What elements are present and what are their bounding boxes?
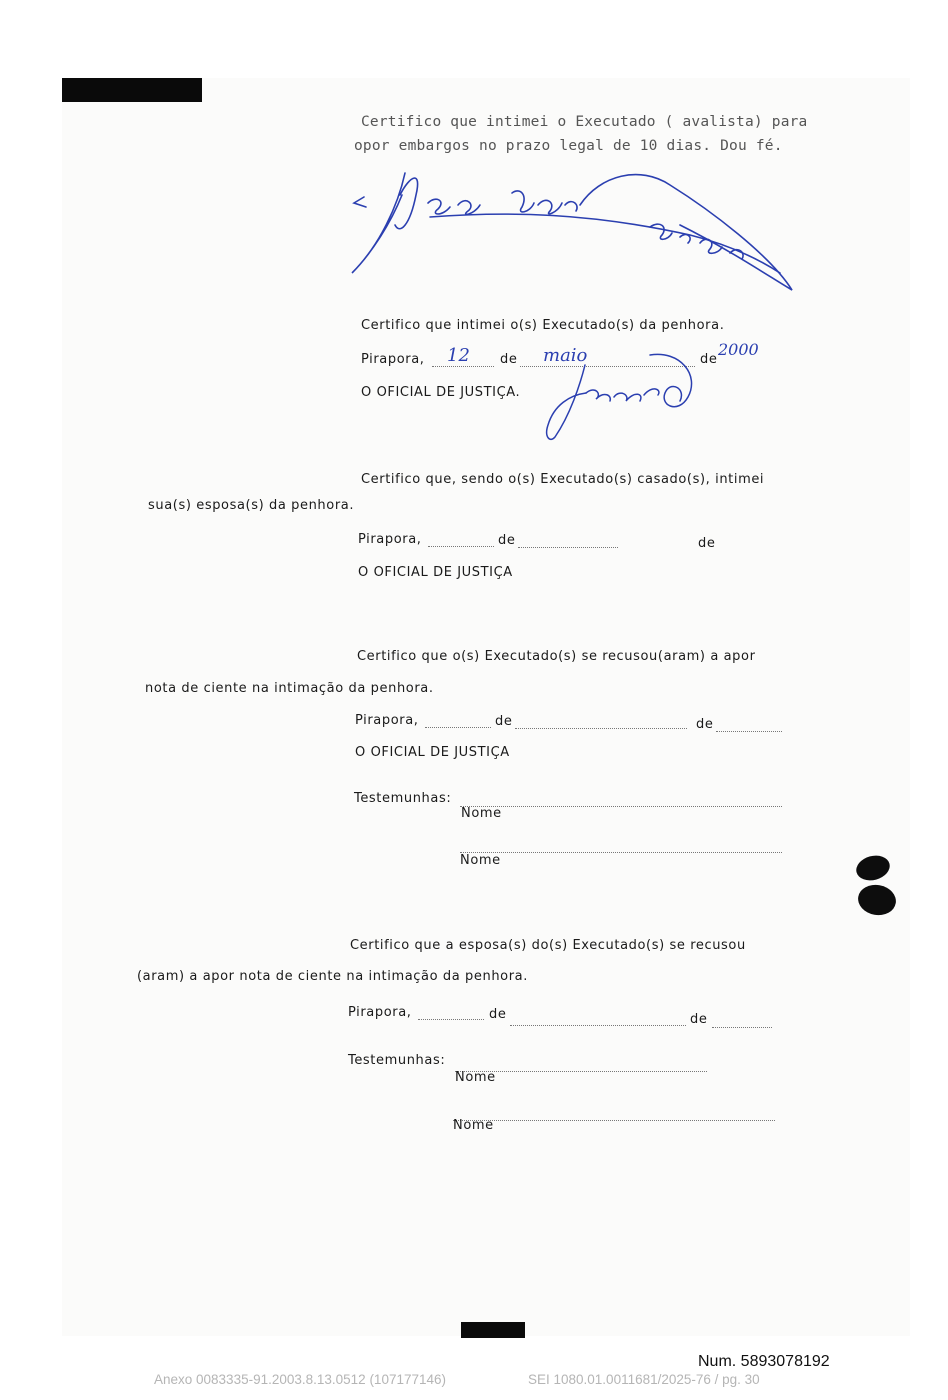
section4-day-line [418, 1019, 484, 1020]
section1-day-line [432, 366, 494, 367]
section2-city: Pirapora, [358, 532, 422, 547]
section4-witness1-name: Nome [455, 1070, 496, 1085]
section3-official: O OFICIAL DE JUSTIÇA [355, 745, 510, 760]
section4-de-2: de [690, 1012, 708, 1027]
section4-line1: Certifico que a esposa(s) do(s) Executado(s) se recusou [350, 938, 746, 953]
section3-witness2-line [460, 852, 782, 853]
top-certificate-line2: opor embargos no prazo legal de 10 dias. Dou fé. [354, 138, 783, 154]
section3-witnesses-label: Testemunhas: [354, 791, 452, 806]
section3-line1: Certifico que o(s) Executado(s) se recusou(aram) a apor [357, 649, 756, 664]
section3-year-line [716, 731, 782, 732]
section4-de-1: de [489, 1007, 507, 1022]
section3-witness2-name: Nome [460, 853, 501, 868]
section2-line2: sua(s) esposa(s) da penhora. [148, 498, 355, 513]
section1-day-handwritten: 12 [447, 345, 470, 366]
signature-small [540, 345, 700, 445]
footer-document-number: Num. 5893078192 [698, 1353, 830, 1370]
section4-witness2-name: Nome [453, 1118, 494, 1133]
section3-month-line [515, 728, 687, 729]
top-certificate-line1: Certifico que intimei o Executado ( avalista) para [361, 114, 808, 130]
section4-month-line [510, 1025, 686, 1026]
section2-de-1: de [498, 533, 516, 548]
signature-large [350, 165, 800, 300]
section4-city: Pirapora, [348, 1005, 412, 1020]
section1-certificate-text: Certifico que intimei o(s) Executado(s) da penhora. [361, 318, 725, 333]
section4-witness2-line [453, 1120, 775, 1121]
section1-year-handwritten: 2000 [718, 340, 759, 359]
section3-de-1: de [495, 714, 513, 729]
section1-official: O OFICIAL DE JUSTIÇA. [361, 385, 521, 400]
section1-de-1: de [500, 352, 518, 367]
section4-line2: (aram) a apor nota de ciente na intimação da penhora. [137, 969, 528, 984]
redaction-bar-top [62, 78, 202, 102]
section4-witnesses-label: Testemunhas: [348, 1053, 446, 1068]
footer-sei: SEI 1080.01.0011681/2025-76 / pg. 30 [528, 1372, 760, 1387]
section4-year-line [712, 1027, 772, 1028]
section2-line1: Certifico que, sendo o(s) Executado(s) casado(s), intimei [361, 472, 765, 487]
section2-official: O OFICIAL DE JUSTIÇA [358, 565, 513, 580]
section3-de-2: de [696, 717, 714, 732]
section2-day-line [428, 546, 494, 547]
section3-line2: nota de ciente na intimação da penhora. [145, 681, 434, 696]
section3-city: Pirapora, [355, 713, 419, 728]
section3-witness1-name: Nome [461, 806, 502, 821]
footer-annex: Anexo 0083335-91.2003.8.13.0512 (107177146) [154, 1372, 447, 1387]
section1-month-handwritten: maio [543, 345, 588, 366]
section3-witness1-line [460, 806, 782, 807]
section1-city: Pirapora, [361, 352, 425, 367]
section2-de-2: de [698, 536, 716, 551]
section3-day-line [425, 727, 491, 728]
section2-month-line [518, 547, 618, 548]
section1-de-2: de [700, 352, 718, 367]
redaction-bar-bottom [461, 1322, 525, 1338]
